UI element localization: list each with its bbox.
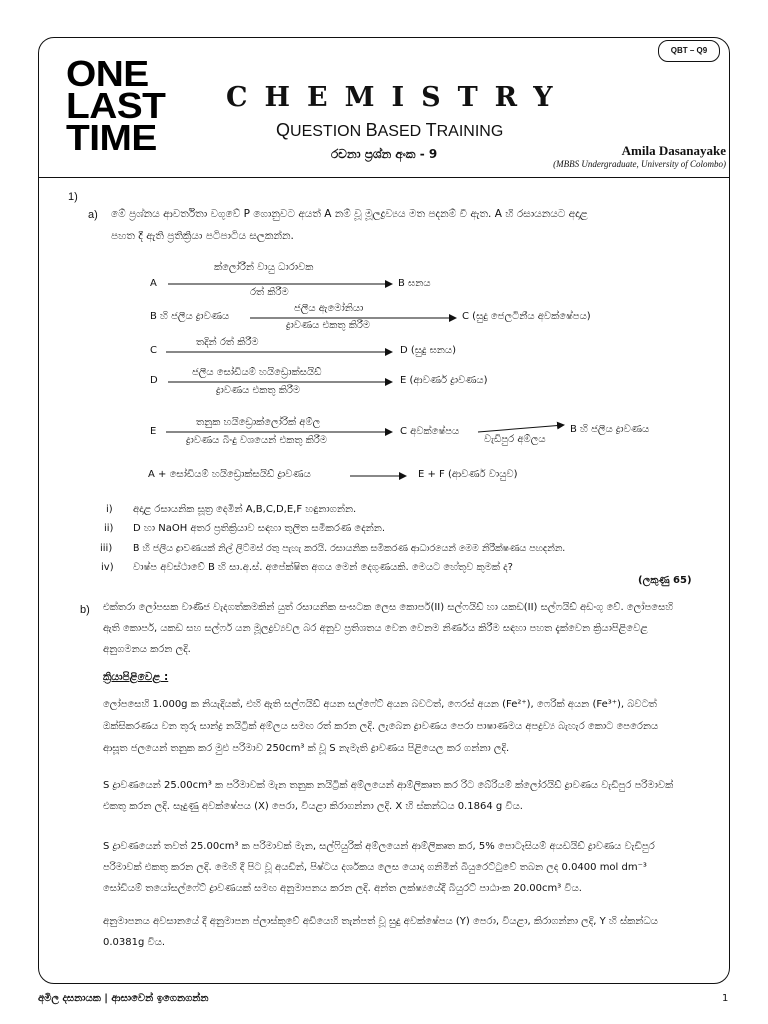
logo-line-2: LAST xyxy=(66,85,166,126)
sub-item-text: D හා NaOH අතර ප්‍රතික්‍රියාව සඳහා තුලිත සමීකරණ දෙන්න. xyxy=(133,523,386,534)
question-code-badge: QBT – Q9 xyxy=(658,40,720,62)
logo-line-3: TIME xyxy=(66,117,157,158)
reaction-5-intermediate: C අවක්ෂේපය xyxy=(400,426,460,437)
sub-item-label: iii) xyxy=(100,543,113,554)
reaction-6-reactants: A + සෝඩියම් හයිඩ්‍රොක්සයිඩ් ද්‍රාවණය xyxy=(148,469,311,480)
question-number: 1) xyxy=(68,191,78,203)
reaction-2-condition-below: ද්‍රාවණය එකතු කිරීම xyxy=(286,320,371,331)
reaction-4-product: E (ආවර්ණ ද්‍රාවණය) xyxy=(400,375,488,386)
reaction-2-condition-above: ජලීය ඇමෝනියා xyxy=(294,303,364,314)
sub-item-text: අදාළ රසායනික සූත්‍ර දෙමින් A,B,C,D,E,F හඳුනාගන්න. xyxy=(133,504,357,515)
reaction-3-condition: තදින් රත් කිරීම xyxy=(196,337,259,348)
reaction-1-condition-below: රත් කිරීම xyxy=(250,287,289,298)
logo-line-1: ONE xyxy=(66,53,149,94)
paper-number: රචනා ප්‍රශ්න අංක - 9 xyxy=(331,147,438,161)
reaction-5-condition-below: ද්‍රාවණය බිංදු වශයෙන් එකතු කිරීම xyxy=(186,435,328,446)
procedure-paragraph-3: S ද්‍රාවණයෙන් තවත් 25.00cm³ ක පරිමාවක් මැන, සල්ෆියුරික් අම්ලයෙන් ආම්ලිකෘත කර, 5% පොටෑසියම් අයඩයිඩ් ද්‍රාවණය වැඩිපුර පරිමාවක් එකතු කරන ලදි. මෙහි දී පිට වූ අයඩින්, පිෂ්ටය දර්ශකය ලෙස යොදා ගනිමින් බියුරෙට්ටුවේ තබන ලද 0.0400 mol dm⁻³ සෝඩියම් තයෝසල්ෆේට් ද්‍රාවණයක් සමඟ අනුමාපනය කරන ලදි. අන්ත ලක්ෂ්‍යයේදී බියුරට් පාඨාංක 20.00cm³ විය. xyxy=(103,841,655,894)
part-b-label: b) xyxy=(80,604,90,616)
reaction-arrow-6 xyxy=(478,425,564,432)
part-a-line-1: මේ ප්‍රශ්නය ආවර්තිතා වගුවේ P ගොනුවට අයත් A නම් වූ මූලද්‍රව්‍යය මත පදනම් වී ඇත. A හි රසායනයට අදාළ xyxy=(111,208,588,220)
sub-item-text: වාෂ්ප අවස්ථාවේ B හි සා.අ.ස්. අපේක්ෂිත අගය මෙන් දෙගුණයකි. මෙයට හේතුව කුමක් ද? xyxy=(133,562,513,573)
procedure-paragraph-4: අනුමාපනය අවසානයේ දී අනුමාපන ප්ලාස්කුවේ අඩියෙහි තැන්පත් වූ සුදු අවක්ෂේපය (Y) පෙරා, වියළා, කිරාගන්නා ලදි, Y හි ස්කන්ධය 0.0381g විය. xyxy=(103,916,658,948)
reaction-4-condition-below: ද්‍රාවණය එකතු කිරීම xyxy=(216,385,301,396)
part-a-label: a) xyxy=(88,209,98,221)
reaction-2-product: C (සුදු ජෙලටිනීය අවක්ෂේපය) xyxy=(462,311,591,322)
reaction-3-product: D (සුදු ඝනය) xyxy=(400,345,456,356)
reaction-3-reactant: C xyxy=(150,345,157,356)
part-b-intro: එක්තරා ලෝපසක වාණිජ වැදගත්කමකින් යුත් රසායනික සංඝටක ලෙස කොපර්(II) සල්ෆයිඩ් හා යකඩ(II) සල්ෆයිඩ් අඩංගු වේ. ලෝපසෙහි ඇති කොපර්, යකඩ සහ සල්ෆර් යන මූලද්‍රව්‍යවල බර අනුව ප්‍රතිශතය වෙන වෙනම නිර්ණය කිරීම සඳහා පහත දැක්වෙන ක්‍රියාපිළිවෙළ අනුගමනය කරන ලදි. xyxy=(103,602,674,655)
reaction-5-condition-2: වැඩිපුර අම්ලය xyxy=(484,434,546,445)
reaction-6-products: E + F (ආවර්ණ වායුව) xyxy=(418,469,518,480)
author-credentials: (MBBS Undergraduate, University of Colombo) xyxy=(553,159,726,169)
reaction-1-condition-above: ක්ලෝරීන් වායු ධාරාවක xyxy=(214,262,314,273)
page-title: CHEMISTRY xyxy=(226,82,570,113)
page-subtitle: QUESTION BASED TRAINING xyxy=(276,120,504,140)
reaction-5-condition-above: තනුක හයිඩ්‍රොක්ලෝරික් අම්ල xyxy=(196,417,321,428)
reaction-5-reactant: E xyxy=(150,426,157,437)
marks-label: (ලකුණු 65) xyxy=(638,575,692,586)
sub-item-label: i) xyxy=(106,504,113,515)
sub-item-label: ii) xyxy=(104,523,114,534)
procedure-paragraph-1: ලෝපසෙහි 1.000g ක නියැදියක්, එහි ඇති සල්ෆයිඩ් අයන සල්ෆේට් අයන බවටත්, ෆෙරස් අයන (Fe²⁺), ෆෙරික් අයන (Fe³⁺), බවටත් ඔක්සිකරණය වන තුරු සාන්ද්‍ර නයිට්‍රික් අම්ලය සමඟ රත් කරන ලදි. ලැබෙන ද්‍රාවණය පෙරා පාෂාණමය අපද්‍රව්‍ය බැහැර කොට පෙරෙනය ආසූත ජලයෙන් තනුක කර මුළු පරිමාව 250cm³ ක් වූ S නැමැති ද්‍රාවණය පිළියෙල කර ගන්නා ලදි. xyxy=(103,699,659,754)
reaction-4-reactant: D xyxy=(150,375,158,386)
sub-item-text: B හි ජලීය ද්‍රාවණයක් නිල් ලිට්මස් රතු පැහැ කරයි. රසායනික සමීකරණ ආධාරයෙන් මෙම නිරීක්ෂණය පහදන්න. xyxy=(133,543,566,554)
sub-item-label: iv) xyxy=(101,562,114,573)
part-a-line-2: පහත දී ඇති ප්‍රතික්‍රියා පටිපාටිය සලකන්න. xyxy=(111,230,294,242)
author-name: Amila Dasanayake xyxy=(621,143,726,158)
page-number: 1 xyxy=(722,993,729,1004)
procedure-paragraph-2: S ද්‍රාවණයෙන් 25.00cm³ ක පරිමාවක් මැන තනුක නයිට්‍රික් අම්ලයෙන් ආම්ලිකෘත කර රිට බේරියම් ක්ලෝරයිඩ් ද්‍රාවණය වැඩිපුර පරිමාවක් එකතු කරන ලදි. සෑදුණු අවක්ෂේපය (X) පෙරා, වියළා කිරාගන්නා ලදි. X හි ස්කන්ධය 0.1864 g විය. xyxy=(103,780,674,812)
reaction-1-product: B ඝනය xyxy=(398,278,431,289)
footer-author: අමිල දසනායක | ආසාවෙන් ඉගෙනගන්න xyxy=(38,993,209,1004)
procedure-title: ක්‍රියාපිළිවෙළ : xyxy=(103,671,169,683)
reaction-1-reactant: A xyxy=(150,278,157,289)
reaction-2-reactant: B හි ජලීය ද්‍රාවණය xyxy=(150,311,230,322)
reaction-5-product: B හි ජලීය ද්‍රාවණය xyxy=(570,424,650,435)
reaction-4-condition-above: ජලීය සෝඩියම් හයිඩ්‍රොක්සයිඩ් xyxy=(192,367,322,378)
